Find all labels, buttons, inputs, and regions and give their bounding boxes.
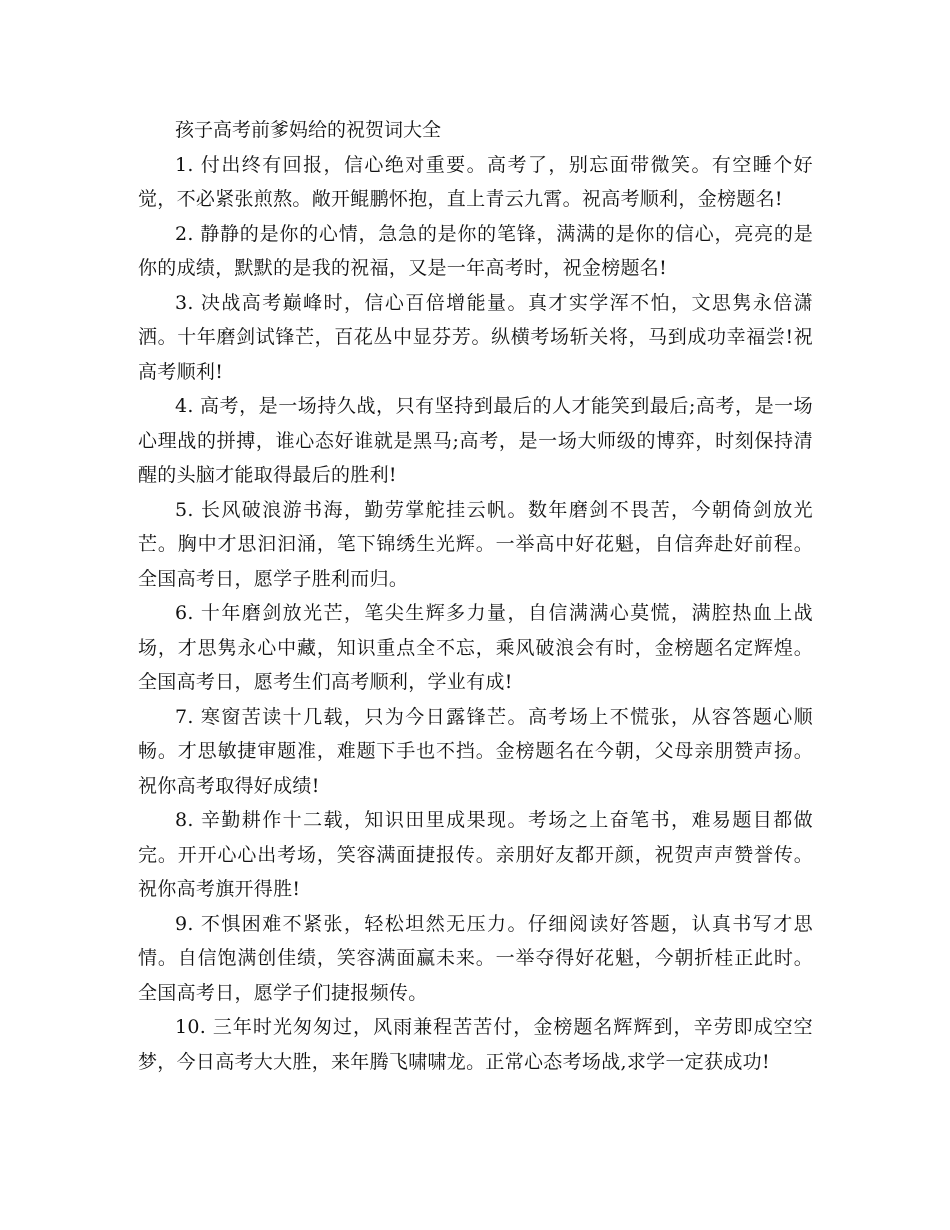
paragraph-number: 1. [175,153,194,176]
paragraph-number: 4. [175,395,194,417]
paragraph-text: 不惧困难不紧张，轻松坦然无压力。仔细阅读好答题，认真书写才思情。自信饱满创佳绩，笑容满面赢未来。一举夺得好花魁，今朝折桂正此时。全国高考日，愿学子们捷报频传。 [138,912,813,1004]
paragraph-7 [138,700,813,804]
paragraph-3 [138,286,813,390]
document-title: 孩子高考前爹妈给的祝贺词大全 [175,119,442,141]
paragraph-text: 付出终有回报，信心绝对重要。高考了，别忘面带微笑。有空睡个好觉，不必紧张煎熬。敞开鲲鹏怀抱，直上青云九霄。祝高考顺利，金榜题名! [138,153,813,210]
paragraph-number: 2. [175,222,194,245]
paragraph-6 [138,596,813,700]
paragraph-1 [138,148,813,217]
paragraph-text: 三年时光匆匆过，风雨兼程苦苦付，金榜题名辉辉到，辛劳即成空空梦，今日高考大大胜，来年腾飞啸啸龙。正常心态考场战,求学一定获成功! [138,1016,813,1073]
paragraph-text: 十年磨剑放光芒，笔尖生辉多力量，自信满满心莫慌，满腔热血上战场，才思隽永心中藏，知识重点全不忘，乘风破浪会有时，金榜题名定辉煌。全国高考日，愿考生们高考顺利，学业有成! [138,602,813,693]
paragraph-number: 9. [175,912,194,935]
paragraph-text: 长风破浪游书海，勤劳掌舵挂云帆。数年磨剑不畏苦，今朝倚剑放光芒。胸中才思汩汩涌，笔下锦绣生光辉。一举高中好花魁，自信奔赴好前程。全国高考日，愿学子胜利而归。 [138,498,813,590]
paragraph-4 [138,389,813,493]
paragraph-2 [138,217,813,286]
paragraph-text: 寒窗苦读十几载，只为今日露锋芒。高考场上不慌张，从容答题心顺畅。才思敏捷审题准，难题下手也不挡。金榜题名在今朝，父母亲朋赞声扬。祝你高考取得好成绩! [138,705,813,797]
paragraph-text: 静静的是你的心情，急急的是你的笔锋，满满的是你的信心，亮亮的是你的成绩，默默的是我的祝福，又是一年高考时，祝金榜题名! [138,222,813,279]
paragraph-number: 7. [175,705,194,728]
paragraph-8 [138,803,813,907]
paragraph-text: 辛勤耕作十二载，知识田里成果现。考场之上奋笔书，难易题目都做完。开开心心出考场，笑容满面捷报传。亲朋好友都开颜，祝贺声声赞誉传。祝你高考旗开得胜! [138,809,813,900]
document-page [138,113,813,1079]
paragraph-number: 6. [175,602,194,624]
paragraph-number: 5. [175,498,194,521]
paragraph-text: 高考，是一场持久战，只有坚持到最后的人才能笑到最后;高考，是一场心理战的拼搏，谁心态好谁就是黑马;高考，是一场大师级的博弈，时刻保持清醒的头脑才能取得最后的胜利! [138,395,813,486]
paragraph-9 [138,907,813,1011]
paragraph-number: 3. [175,291,194,314]
paragraph-number: 8. [175,809,194,831]
paragraph-number: 10. [175,1016,207,1038]
paragraph-10 [138,1010,813,1079]
paragraph-text: 决战高考巅峰时，信心百倍增能量。真才实学浑不怕，文思隽永倍潇洒。十年磨剑试锋芒，百花丛中显芬芳。纵横考场斩关将，马到成功幸福尝!祝高考顺利! [138,291,813,383]
paragraph-5 [138,493,813,597]
